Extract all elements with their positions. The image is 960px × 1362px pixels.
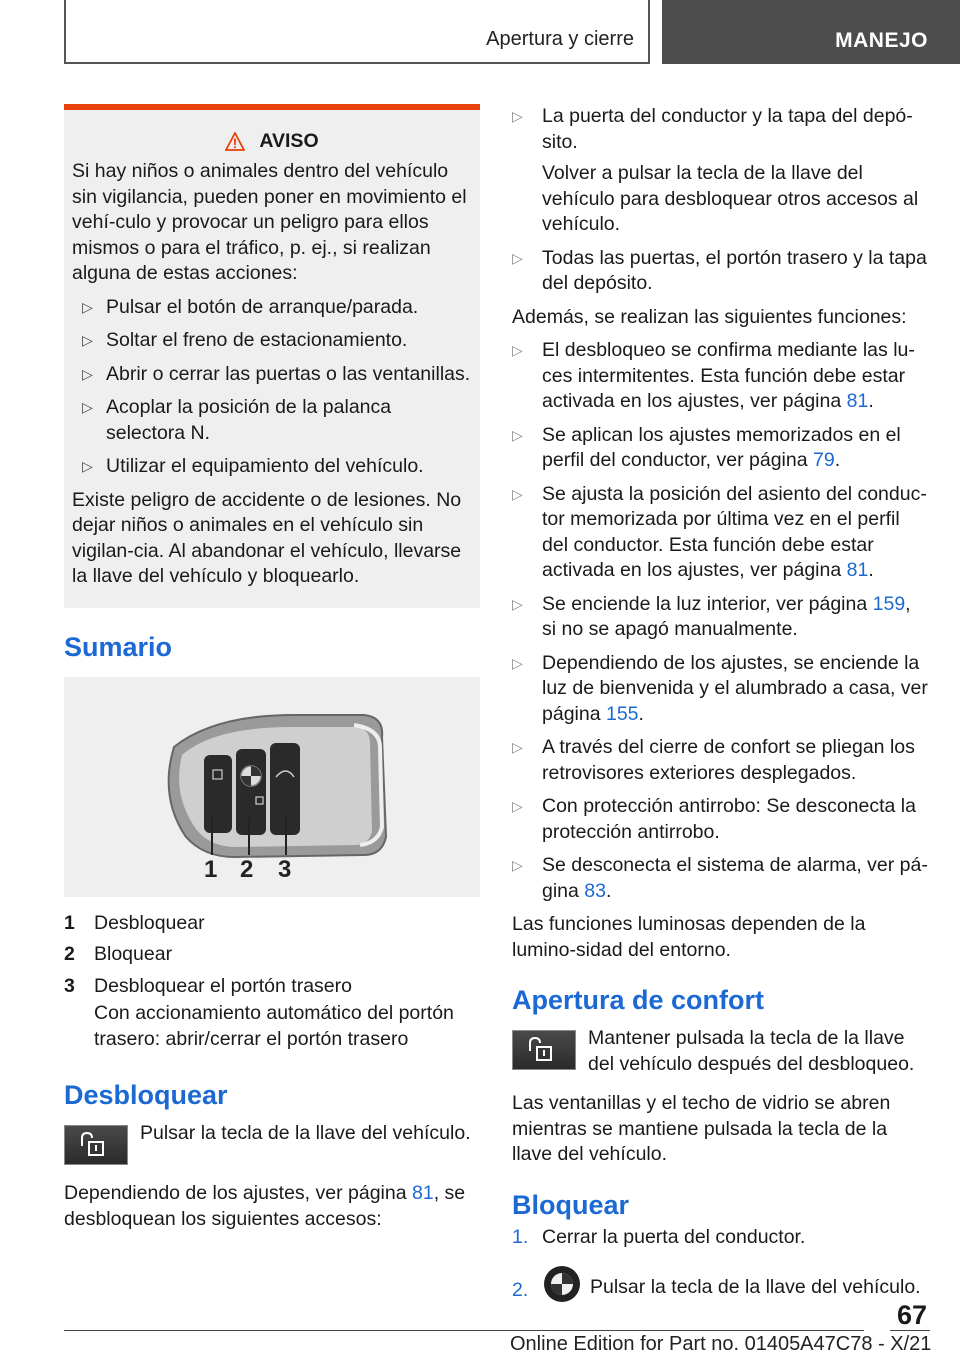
chapter-tab[interactable] (662, 0, 960, 64)
bullet-triangle-icon: ▷ (512, 739, 523, 755)
unlock-icon (64, 1125, 128, 1165)
legend-row: 2 Bloquear (64, 943, 173, 965)
list-item: ▷ Pulsar el botón de arranque/parada. (72, 295, 472, 321)
confort-instruction-text: Mantener pulsada la tecla de la llave del vehículo después del desbloqueo. (588, 1027, 915, 1075)
header-divider-right (648, 0, 650, 64)
list-item: ▷ Se ajusta la posición del asiento del conduc-tor memorizada por última vez en el perfil del conductor. Esta función debe estar activada en los ajustes, ver página 81. (512, 482, 927, 581)
warning-intro: Si hay niños o animales dentro del vehículo sin vigilancia, pueden poner en movimiento el vehí-culo y provocar un peligro para ellos mismos o para el tráfico, p. ej., si realizan alguna de estas acciones: (72, 160, 467, 284)
bullet-triangle-icon: ▷ (512, 426, 523, 443)
list-item: ▷ Soltar el freno de estacionamiento. (72, 328, 472, 354)
warning-title: AVISO (259, 130, 319, 152)
chapter-tab-label: MANEJO (835, 29, 928, 52)
header-underline (64, 62, 650, 64)
bullet-triangle-icon: ▷ (82, 332, 93, 348)
legend-row: 3 Desbloquear el portón trasero (64, 974, 352, 997)
list-item-subtext: Volver a pulsar la tecla de la llave del vehículo para desbloquear otros accesos al vehículo. (542, 162, 919, 235)
figure-label-2: 2 (240, 855, 254, 883)
confort-heading: Apertura de confort (512, 985, 765, 1015)
warning-outro: Existe peligro de accidente o de lesiones. No dejar niños o animales en el vehículo sin vigilan-cia. Al abandonar el vehículo, llevarse la llave del vehículo y bloquearlo. (72, 488, 462, 587)
legend-row: 1 Desbloquear (64, 911, 205, 934)
bullet-triangle-icon: ▷ (512, 654, 523, 671)
page-number: 67 (896, 1300, 927, 1330)
bullet-triangle-icon: ▷ (82, 298, 93, 315)
bullet-triangle-icon: ▷ (82, 365, 93, 382)
page-link-81[interactable]: 81 (412, 1182, 434, 1204)
list-item: ▷ Se enciende la luz interior, ver página 159, si no se apagó manualmente. (512, 592, 911, 640)
bullet-triangle-icon: ▷ (512, 798, 523, 814)
page-link-81[interactable]: 81 (846, 559, 869, 581)
list-item: 1. Cerrar la puerta del conductor. (512, 1225, 806, 1248)
warning-box (64, 104, 480, 608)
functions-outro: Las funciones luminosas dependen de la lumino-sidad del entorno. (512, 913, 866, 961)
bmw-logo-icon (542, 1264, 582, 1312)
bullet-triangle-icon: ▷ (512, 342, 523, 358)
sumario-heading: Sumario (64, 631, 173, 662)
bullet-triangle-icon: ▷ (512, 485, 523, 502)
list-item: ▷ Utilizar el equipamiento del vehículo. (72, 454, 472, 480)
warning-triangle-icon (225, 132, 245, 152)
bloquear-heading: Bloquear (512, 1189, 630, 1220)
confort-instruction (512, 1026, 928, 1077)
desbloquear-instruction-text: Pulsar la tecla de la llave del vehículo. (140, 1122, 471, 1144)
page-link-83[interactable]: 83 (584, 879, 606, 902)
bullet-triangle-icon: ▷ (82, 399, 93, 415)
desbloquear-heading: Desbloquear (64, 1080, 228, 1110)
list-item: ▷ Abrir o cerrar las puertas o las ventanillas. (72, 362, 472, 388)
page-link-81[interactable]: 81 (846, 390, 869, 412)
list-item: ▷ Acoplar la posición de la palanca selectora N. (82, 396, 392, 444)
bullet-triangle-icon: ▷ (512, 857, 523, 873)
desbloquear-paragraph: Dependiendo de los ajustes, ver página 81, se desbloquean los siguientes accesos: (64, 1182, 466, 1230)
warning-heading (72, 130, 472, 153)
desbloquear-instruction (64, 1121, 480, 1165)
bullet-triangle-icon: ▷ (512, 595, 523, 612)
bullet-triangle-icon: ▷ (82, 458, 93, 474)
footer-edition: Online Edition for Part no. 01405A47C78 - X/21 (510, 1333, 932, 1355)
warning-list (72, 295, 472, 480)
access-list (512, 104, 928, 297)
bloquear-steps (512, 1225, 928, 1312)
figure-label-1: 1 (204, 855, 218, 883)
bullet-triangle-icon: ▷ (512, 108, 523, 124)
figure-label-3: 3 (278, 855, 292, 883)
car-key-illustration (64, 677, 480, 897)
functions-list (512, 338, 928, 904)
page-link-155[interactable]: 155 (605, 702, 639, 725)
list-item: ▷ Con protección antirrobo: Se desconecta la protección antirrobo. (512, 795, 916, 843)
footer-divider-right (890, 1330, 930, 1331)
page-link-79[interactable]: 79 (813, 449, 835, 471)
list-item: ▷ A través del cierre de confort se pliegan los retrovisores exteriores desplegados. (512, 736, 915, 784)
list-item: ▷ Se desconecta el sistema de alarma, ver pá-gina 83. (512, 854, 928, 902)
left-column (64, 104, 480, 1232)
list-item: ▷ El desbloqueo se confirma mediante las lu-ces intermitentes. Esta función debe estar activada en los ajustes, ver página 81. (512, 339, 915, 412)
bullet-triangle-icon: ▷ (512, 249, 523, 266)
confort-paragraph: Las ventanillas y el techo de vidrio se abren mientras se mantiene pulsada la tecla de la llave del vehículo. (512, 1092, 891, 1165)
figure-legend (64, 911, 480, 1053)
functions-intro: Además, se realizan las siguientes funciones: (512, 305, 907, 328)
right-column (512, 104, 928, 1312)
list-item: ▷ Todas las puertas, el portón trasero y la tapa del depósito. (512, 246, 927, 294)
section-title: Apertura y cierre (486, 28, 634, 50)
list-item: 2. Pulsar la tecla de la llave del vehículo. (512, 1264, 928, 1312)
unlock-icon (512, 1030, 576, 1070)
list-item: ▷ Se aplican los ajustes memorizados en el perfil del conductor, ver página 79. (512, 423, 901, 471)
legend-subtext: Con accionamiento automático del portón trasero: abrir/cerrar el portón trasero (94, 1002, 454, 1050)
page-link-159[interactable]: 159 (872, 592, 906, 615)
list-item: ▷ Dependiendo de los ajustes, se enciende la luz de bienvenida y el alumbrado a casa, ver página 155. (512, 651, 928, 725)
footer-divider (64, 1330, 864, 1331)
list-item: ▷ La puerta del conductor y la tapa del depó-sito. Volver a pulsar la tecla de la llave del vehículo para desbloquear otros accesos al vehículo. (512, 104, 928, 238)
header-divider-left (64, 0, 66, 64)
car-key-figure (64, 677, 480, 897)
